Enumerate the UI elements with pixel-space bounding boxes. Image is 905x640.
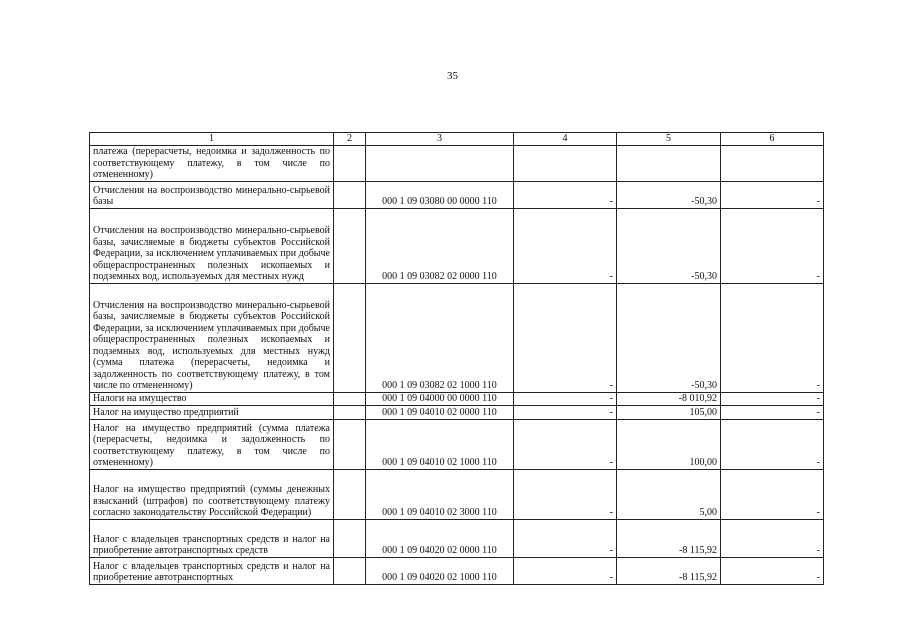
column-header-3: 3 bbox=[366, 133, 514, 146]
header-row bbox=[90, 133, 824, 146]
column-header-6: 6 bbox=[721, 133, 824, 146]
budget-table bbox=[89, 132, 824, 585]
row-col2 bbox=[334, 405, 366, 419]
page-number: 35 bbox=[447, 70, 458, 82]
row-col6: - bbox=[721, 469, 824, 519]
row-name: Налоги на имущество bbox=[90, 392, 334, 405]
row-name: Отчисления на воспроизводство минерально-сырьевой базы, зачисляемые в бюджеты субъектов Российской Федерации, за исключением уплачиваемых при добыче общераспространенных полезных ископаемых и подземных вод, используемых для местных нужд (сумма платежа (перерасчеты, недоимка и задолженность по соответствующему платежу, в том числе по отмененному) bbox=[90, 283, 334, 392]
row-code bbox=[366, 146, 514, 182]
row-col4: - bbox=[514, 519, 617, 557]
row-col6: - bbox=[721, 405, 824, 419]
row-col2 bbox=[334, 557, 366, 584]
row-col6: - bbox=[721, 208, 824, 283]
row-col2 bbox=[334, 392, 366, 405]
row-col2 bbox=[334, 181, 366, 208]
row-col4: - bbox=[514, 469, 617, 519]
row-col2 bbox=[334, 283, 366, 392]
row-col5: -50,30 bbox=[617, 181, 721, 208]
row-col6: - bbox=[721, 392, 824, 405]
row-col6: - bbox=[721, 283, 824, 392]
column-header-5: 5 bbox=[617, 133, 721, 146]
row-col6: - bbox=[721, 519, 824, 557]
row-col2 bbox=[334, 208, 366, 283]
table-row bbox=[90, 419, 824, 469]
row-col4: - bbox=[514, 405, 617, 419]
table-row bbox=[90, 392, 824, 405]
row-col5: -8 115,92 bbox=[617, 557, 721, 584]
table-row bbox=[90, 181, 824, 208]
row-col4: - bbox=[514, 181, 617, 208]
table-row bbox=[90, 469, 824, 519]
row-name: Налог с владельцев транспортных средств и налог на приобретение автотранспортных bbox=[90, 557, 334, 584]
row-code: 000 1 09 03080 00 0000 110 bbox=[366, 181, 514, 208]
row-col4: - bbox=[514, 283, 617, 392]
table-row bbox=[90, 208, 824, 283]
row-col6: - bbox=[721, 419, 824, 469]
row-col5: -50,30 bbox=[617, 208, 721, 283]
row-code: 000 1 09 03082 02 1000 110 bbox=[366, 283, 514, 392]
row-name: Налог на имущество предприятий (сумма платежа (перерасчеты, недоимка и задолженность по соответствующему платежу, в том числе по отмененному) bbox=[90, 419, 334, 469]
row-code: 000 1 09 04020 02 0000 110 bbox=[366, 519, 514, 557]
row-col5: 5,00 bbox=[617, 469, 721, 519]
row-name: Налог с владельцев транспортных средств и налог на приобретение автотранспортных средств bbox=[90, 519, 334, 557]
row-name: Отчисления на воспроизводство минерально-сырьевой базы, зачисляемые в бюджеты субъектов Российской Федерации, за исключением уплачиваемых при добыче общераспространенных полезных ископаемых и подземных вод, используемых для местных нужд bbox=[90, 208, 334, 283]
column-header-2: 2 bbox=[334, 133, 366, 146]
row-code: 000 1 09 04020 02 1000 110 bbox=[366, 557, 514, 584]
row-col4: - bbox=[514, 419, 617, 469]
row-col5: -8 115,92 bbox=[617, 519, 721, 557]
row-code: 000 1 09 04010 02 1000 110 bbox=[366, 419, 514, 469]
row-code: 000 1 09 04010 02 3000 110 bbox=[366, 469, 514, 519]
row-col5: -8 010,92 bbox=[617, 392, 721, 405]
row-code: 000 1 09 04000 00 0000 110 bbox=[366, 392, 514, 405]
row-col6 bbox=[721, 146, 824, 182]
row-name: Налог на имущество предприятий bbox=[90, 405, 334, 419]
table-row bbox=[90, 146, 824, 182]
row-col4: - bbox=[514, 208, 617, 283]
row-col6: - bbox=[721, 557, 824, 584]
table-row bbox=[90, 519, 824, 557]
row-col2 bbox=[334, 469, 366, 519]
row-name: Налог на имущество предприятий (суммы денежных взысканий (штрафов) по соответствующему платежу согласно законодательству Российской Федерации) bbox=[90, 469, 334, 519]
row-col6: - bbox=[721, 181, 824, 208]
row-col5 bbox=[617, 146, 721, 182]
table-row bbox=[90, 405, 824, 419]
table-row bbox=[90, 283, 824, 392]
row-col5: 105,00 bbox=[617, 405, 721, 419]
row-name: платежа (перерасчеты, недоимка и задолженность по соответствующему платежу, в том числе по отмененному) bbox=[90, 146, 334, 182]
row-col4: - bbox=[514, 557, 617, 584]
row-col2 bbox=[334, 419, 366, 469]
column-header-1: 1 bbox=[90, 133, 334, 146]
row-code: 000 1 09 04010 02 0000 110 bbox=[366, 405, 514, 419]
row-col2 bbox=[334, 146, 366, 182]
column-header-4: 4 bbox=[514, 133, 617, 146]
row-col5: -50,30 bbox=[617, 283, 721, 392]
row-code: 000 1 09 03082 02 0000 110 bbox=[366, 208, 514, 283]
row-name: Отчисления на воспроизводство минерально-сырьевой базы bbox=[90, 181, 334, 208]
row-col4 bbox=[514, 146, 617, 182]
table-row bbox=[90, 557, 824, 584]
row-col2 bbox=[334, 519, 366, 557]
row-col5: 100,00 bbox=[617, 419, 721, 469]
row-col4: - bbox=[514, 392, 617, 405]
